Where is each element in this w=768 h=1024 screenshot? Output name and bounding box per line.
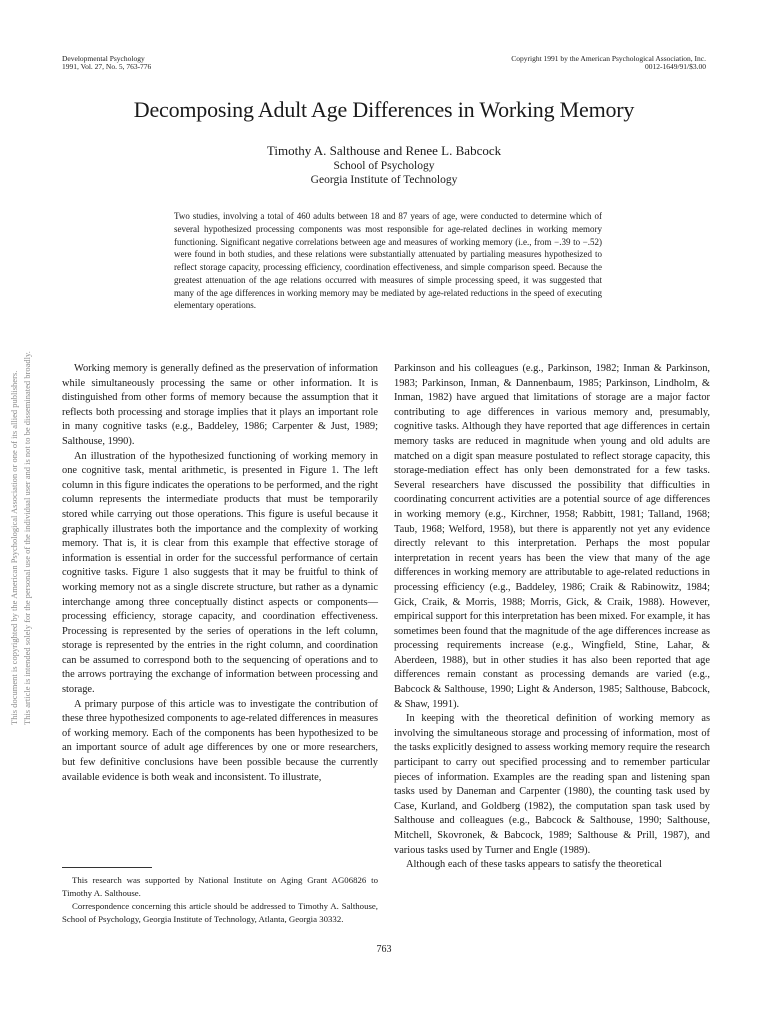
- affiliation-institute: Georgia Institute of Technology: [310, 174, 458, 186]
- affiliation-school: School of Psychology: [333, 160, 435, 172]
- left-paragraph-3: A primary purpose of this article was to investigate the contribution of these three hypothesized components to age-related differences in measures of working memory. Each of the components has been hypothesized to be an important source of adult age differences by one or more researchers, but few definitive conclusions have been possible because the currently available evidence is both weak and inconsistent. To illustrate,: [62, 698, 378, 783]
- article-title: Decomposing Adult Age Differences in Working Memory: [133, 97, 635, 122]
- footnote-divider: [62, 867, 152, 868]
- article-authors: Timothy A. Salthouse and Renee L. Babcock: [266, 143, 502, 158]
- right-paragraph-2: In keeping with the theoretical definition of working memory as involving the simultaneous storage and processing of information, most of the tasks explicitly designed to assess working memory require the research participant to carry out specified processing and to remember particular pieces of information. Examples are the reading span and listening span tasks used by Daneman and Carpenter (1980), the counting task used by Case, Kurland, and Goldberg (1982), the computation span task used by Salthouse and colleagues (e.g., Babcock & Salthouse, 1990; Salthouse, Mitchell, Skovronek, & Babcock, 1989; Salthouse & Prill, 1987), and various tasks used by Turner and Engle (1989).: [394, 713, 710, 856]
- left-paragraph-2: An illustration of the hypothesized functioning of working memory in one cognitive task, mental arithmetic, is presented in Figure 1. The left column in this figure indicates the operations to be performed, and the right column represents the intermediate products that must be temporarily stored while carrying out those operations. This figure is useful because it graphically illustrates both the importance and the complexity of working memory. That is, it is clear from this example that effective storage of information is essential in order for the successful performance of certain cognitive tasks. Figure 1 also suggests that it may be fruitful to think of working memory not as a single discrete structure, but rather as a dynamic interchange among three conceptually distinct aspects or components—processing efficiency, storage capacity, and coordination effectiveness. Processing is represented by the series of operations in the left column, storage is represented by the entries in the right column, and coordination can be assumed to correspond both to the sequencing of operations and to the arrows portraying the exchange of information between processing and storage.: [62, 450, 378, 696]
- journal-name: Developmental Psychology: [62, 54, 145, 63]
- footnote-funding: This research was supported by National Institute on Aging Grant AG06826 to Timothy A. Salthouse.: [62, 875, 378, 898]
- left-column: [62, 362, 378, 785]
- affiliation: [0, 159, 768, 187]
- right-paragraph-3: Although each of these tasks appears to satisfy the theoretical: [406, 859, 662, 871]
- abstract: Two studies, involving a total of 460 adults between 18 and 87 years of age, were conducted to determine which of several hypothesized processing components was most responsible for age-related declines in working memory functioning. Significant negative correlations between age and measures of working memory (i.e., from −.39 to −.52) were found in both studies, and these relations were substantially attenuated by partialing measures hypothesized to reflect storage capacity, processing efficiency, coordination effectiveness, and simple comparison speed. Because the greatest attenuation of the age relations occurred with measures of simple processing speed, it was suggested that many of the age differences in working memory may be mediated by age-related reductions in the speed of executing elementary operations.: [174, 211, 602, 311]
- side-notice-line-1: This document is copyrighted by the American Psychological Association or one of its allied publishers.: [9, 370, 19, 725]
- footnote-correspondence: Correspondence concerning this article should be addressed to Timothy A. Salthouse, School of Psychology, Georgia Institute of Technology, Atlanta, Georgia 30332.: [62, 901, 378, 924]
- right-paragraph-1: Parkinson and his colleagues (e.g., Parkinson, 1982; Inman & Parkinson, 1983; Parkinson, Inman, & Dannenbaum, 1985; Parkinson, Lindholm, & Inman, 1982) have argued that limitations of storage are a major factor contributing to age differences in various memory and, presumably, cognitive tasks. Although they have reported that age differences in certain memory tasks are reduced in magnitude when young and old adults are matched on a digit span measure postulated to reflect storage capacity, this storage-mediation effect has only been demonstrated for a few tasks. Several researchers have discussed the possibility that difficulties in coordinating concurrent activities are a potential source of age differences in working memory (e.g., Kirchner, 1958; Rabbitt, 1981; Talland, 1968; Taub, 1968; Welford, 1958), but there is apparently not yet any evidence directly relevant to this interpretation. Perhaps the most popular interpretation in recent years has been the view that many of the age differences in working memory are attributable to age-related reductions in processing efficiency (e.g., Baddeley, 1986; Craik & Rabinowitz, 1984; Gick, Craik, & Morris, 1988; Morris, Gick, & Craik, 1988). However, empirical support for this interpretation has been mixed. For example, it has sometimes been found that the magnitude of the age differences increase as processing requirements increase (e.g., Wingfield, Stine, Lahar, & Aberdeen, 1988), but in other studies it has also been reported that age differences remain constant as processing demands are varied (e.g., Babcock & Salthouse, 1990; Light & Anderson, 1985; Salthouse, Babcock, & Shaw, 1991).: [394, 363, 710, 710]
- footnotes: [62, 874, 378, 926]
- journal-issue: 1991, Vol. 27, No. 5, 763-776: [62, 62, 152, 71]
- journal-header: [62, 55, 151, 71]
- left-paragraph-1: Working memory is generally defined as the preservation of information while simultaneously processing the same or other information. It is distinguished from other forms of memory because the assumption that it reflects both processing and storage implies that it plays an important role in many cognitive tasks (e.g., Baddeley, 1986; Carpenter & Just, 1989; Salthouse, 1990).: [62, 363, 378, 447]
- page-number: 763: [376, 944, 392, 955]
- copyright-line: Copyright 1991 by the American Psychological Association, Inc.: [511, 54, 706, 63]
- side-notice-line-2: This article is intended solely for the personal use of the individual user and is not to be disseminated broadly.: [22, 351, 32, 725]
- right-column: [394, 362, 710, 873]
- price-code: 0012-1649/91/$3.00: [644, 62, 706, 71]
- copyright-header: [511, 55, 706, 71]
- copyright-side-notice: [8, 285, 48, 725]
